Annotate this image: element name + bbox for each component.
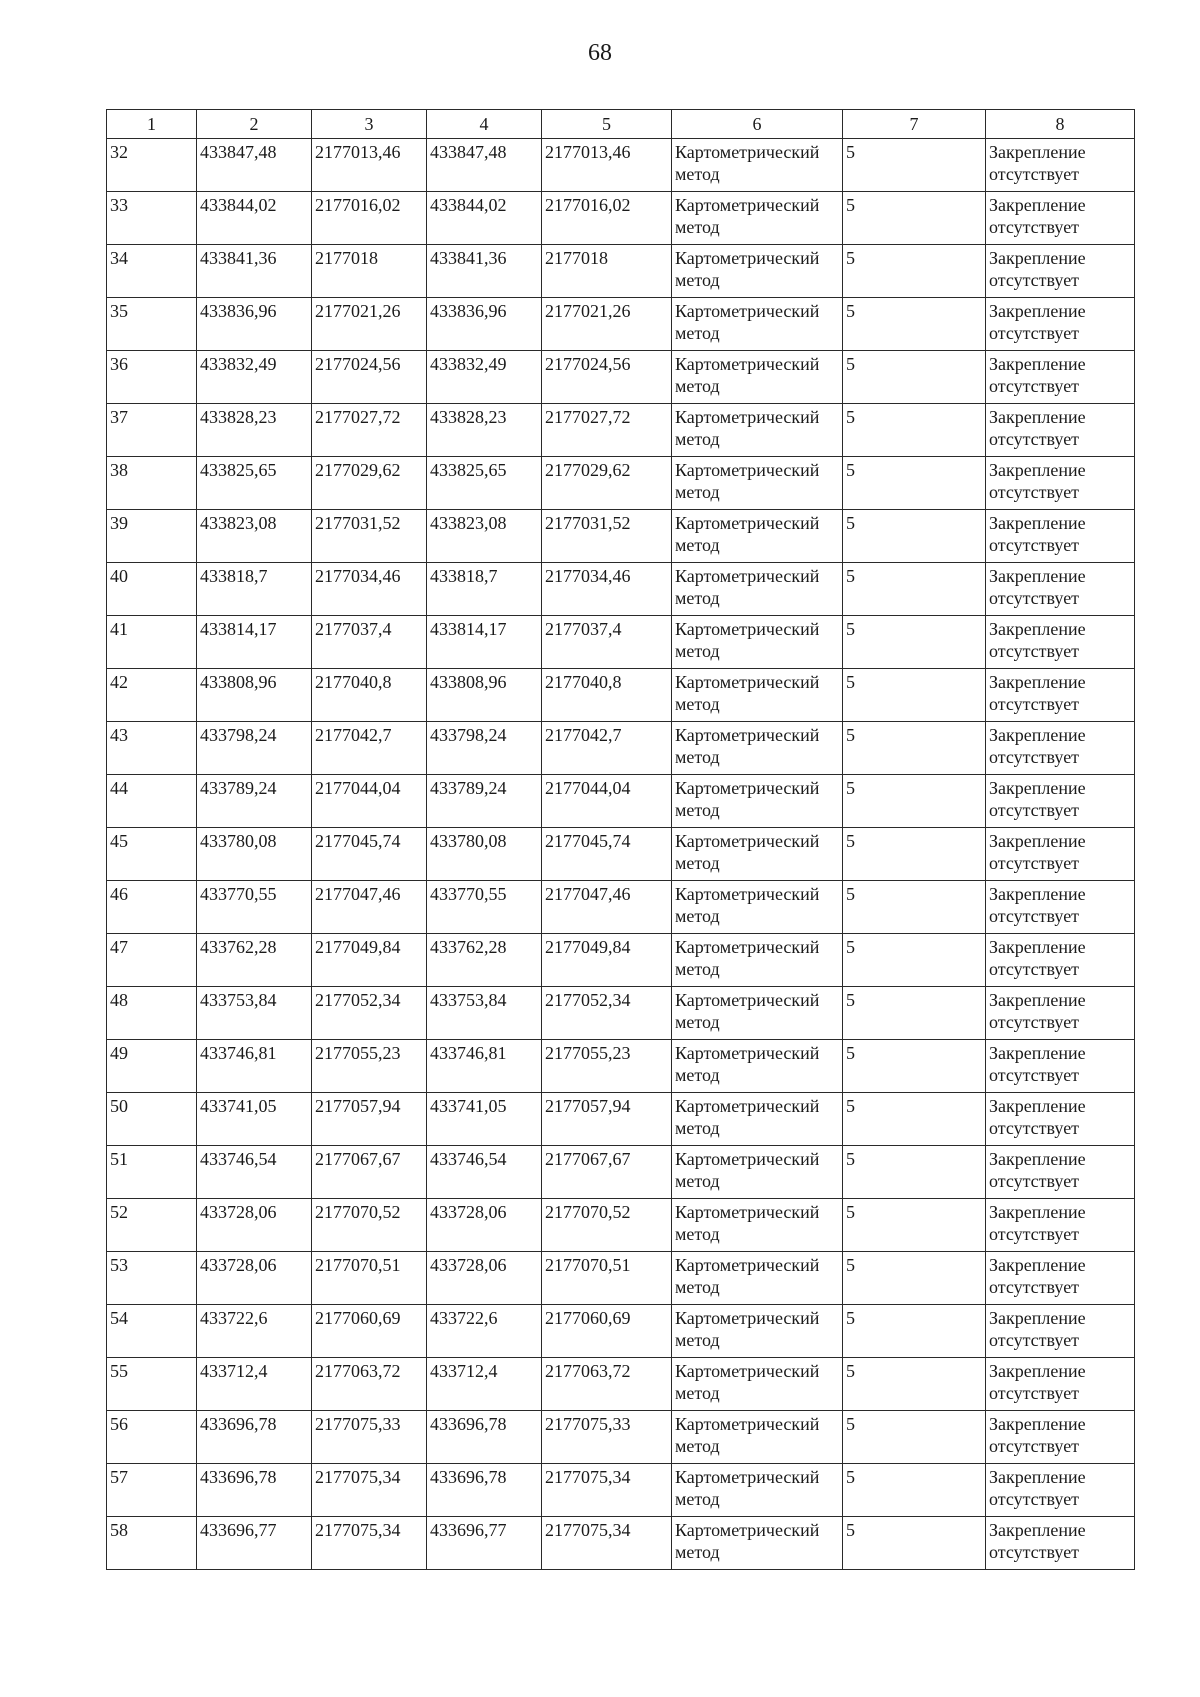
y-coordinate-cell: 2177049,84 [312,934,427,987]
fixation-cell: Закрепление отсутствует [986,139,1135,192]
method-cell: Картометрический метод [672,139,843,192]
method-cell: Картометрический метод [672,192,843,245]
point-number-cell: 32 [107,139,197,192]
y-coordinate-cell: 2177063,72 [312,1358,427,1411]
accuracy-cell: 5 [843,298,986,351]
y-coordinate-alt-cell: 2177045,74 [542,828,672,881]
point-number-cell: 48 [107,987,197,1040]
x-coordinate-cell: 433818,7 [197,563,312,616]
y-coordinate-alt-cell: 2177047,46 [542,881,672,934]
accuracy-cell: 5 [843,881,986,934]
accuracy-cell: 5 [843,1517,986,1570]
y-coordinate-alt-cell: 2177029,62 [542,457,672,510]
accuracy-cell: 5 [843,775,986,828]
fixation-cell: Закрепление отсутствует [986,457,1135,510]
method-cell: Картометрический метод [672,1040,843,1093]
fixation-cell: Закрепление отсутствует [986,1305,1135,1358]
point-number-cell: 57 [107,1464,197,1517]
table-row [107,775,1135,828]
x-coordinate-cell: 433814,17 [197,616,312,669]
x-coordinate-alt-cell: 433832,49 [427,351,542,404]
point-number-cell: 37 [107,404,197,457]
y-coordinate-cell: 2177057,94 [312,1093,427,1146]
table-row [107,1464,1135,1517]
fixation-cell: Закрепление отсутствует [986,1199,1135,1252]
point-number-cell: 39 [107,510,197,563]
table-row [107,1146,1135,1199]
accuracy-cell: 5 [843,1252,986,1305]
y-coordinate-cell: 2177067,67 [312,1146,427,1199]
y-coordinate-cell: 2177052,34 [312,987,427,1040]
point-number-cell: 52 [107,1199,197,1252]
x-coordinate-alt-cell: 433753,84 [427,987,542,1040]
y-coordinate-alt-cell: 2177031,52 [542,510,672,563]
table-row [107,351,1135,404]
y-coordinate-cell: 2177013,46 [312,139,427,192]
table-row [107,457,1135,510]
x-coordinate-cell: 433728,06 [197,1252,312,1305]
accuracy-cell: 5 [843,722,986,775]
x-coordinate-cell: 433823,08 [197,510,312,563]
point-number-cell: 50 [107,1093,197,1146]
accuracy-cell: 5 [843,987,986,1040]
y-coordinate-alt-cell: 2177037,4 [542,616,672,669]
y-coordinate-cell: 2177027,72 [312,404,427,457]
x-coordinate-alt-cell: 433825,65 [427,457,542,510]
x-coordinate-cell: 433746,81 [197,1040,312,1093]
y-coordinate-alt-cell: 2177060,69 [542,1305,672,1358]
fixation-cell: Закрепление отсутствует [986,1252,1135,1305]
x-coordinate-alt-cell: 433696,78 [427,1464,542,1517]
header-col-7: 7 [843,110,986,139]
y-coordinate-alt-cell: 2177055,23 [542,1040,672,1093]
y-coordinate-alt-cell: 2177063,72 [542,1358,672,1411]
x-coordinate-alt-cell: 433844,02 [427,192,542,245]
x-coordinate-cell: 433808,96 [197,669,312,722]
method-cell: Картометрический метод [672,828,843,881]
table-row [107,404,1135,457]
accuracy-cell: 5 [843,139,986,192]
table-row [107,828,1135,881]
y-coordinate-alt-cell: 2177049,84 [542,934,672,987]
table-row [107,669,1135,722]
table-row [107,563,1135,616]
accuracy-cell: 5 [843,510,986,563]
accuracy-cell: 5 [843,669,986,722]
fixation-cell: Закрепление отсутствует [986,510,1135,563]
method-cell: Картометрический метод [672,1146,843,1199]
y-coordinate-alt-cell: 2177034,46 [542,563,672,616]
x-coordinate-alt-cell: 433770,55 [427,881,542,934]
y-coordinate-alt-cell: 2177024,56 [542,351,672,404]
point-number-cell: 49 [107,1040,197,1093]
x-coordinate-cell: 433696,78 [197,1411,312,1464]
point-number-cell: 47 [107,934,197,987]
fixation-cell: Закрепление отсутствует [986,1411,1135,1464]
table-row [107,192,1135,245]
method-cell: Картометрический метод [672,722,843,775]
x-coordinate-alt-cell: 433841,36 [427,245,542,298]
y-coordinate-alt-cell: 2177018 [542,245,672,298]
fixation-cell: Закрепление отсутствует [986,1040,1135,1093]
fixation-cell: Закрепление отсутствует [986,192,1135,245]
x-coordinate-cell: 433825,65 [197,457,312,510]
accuracy-cell: 5 [843,192,986,245]
point-number-cell: 33 [107,192,197,245]
y-coordinate-cell: 2177070,51 [312,1252,427,1305]
method-cell: Картометрический метод [672,1517,843,1570]
y-coordinate-alt-cell: 2177070,51 [542,1252,672,1305]
y-coordinate-cell: 2177060,69 [312,1305,427,1358]
fixation-cell: Закрепление отсутствует [986,351,1135,404]
accuracy-cell: 5 [843,351,986,404]
accuracy-cell: 5 [843,245,986,298]
header-row [107,110,1135,139]
point-number-cell: 38 [107,457,197,510]
y-coordinate-cell: 2177075,34 [312,1517,427,1570]
point-number-cell: 35 [107,298,197,351]
y-coordinate-cell: 2177055,23 [312,1040,427,1093]
x-coordinate-alt-cell: 433798,24 [427,722,542,775]
table-row [107,1252,1135,1305]
method-cell: Картометрический метод [672,616,843,669]
x-coordinate-cell: 433832,49 [197,351,312,404]
method-cell: Картометрический метод [672,934,843,987]
table-row [107,1040,1135,1093]
header-col-6: 6 [672,110,843,139]
fixation-cell: Закрепление отсутствует [986,298,1135,351]
fixation-cell: Закрепление отсутствует [986,1464,1135,1517]
accuracy-cell: 5 [843,1199,986,1252]
table-row [107,510,1135,563]
fixation-cell: Закрепление отсутствует [986,563,1135,616]
x-coordinate-cell: 433847,48 [197,139,312,192]
method-cell: Картометрический метод [672,1252,843,1305]
x-coordinate-cell: 433798,24 [197,722,312,775]
y-coordinate-cell: 2177029,62 [312,457,427,510]
point-number-cell: 43 [107,722,197,775]
x-coordinate-cell: 433696,78 [197,1464,312,1517]
table-row [107,881,1135,934]
x-coordinate-alt-cell: 433746,54 [427,1146,542,1199]
point-number-cell: 54 [107,1305,197,1358]
fixation-cell: Закрепление отсутствует [986,404,1135,457]
page-number: 68 [588,40,612,66]
y-coordinate-alt-cell: 2177016,02 [542,192,672,245]
x-coordinate-alt-cell: 433818,7 [427,563,542,616]
y-coordinate-cell: 2177031,52 [312,510,427,563]
table-row [107,722,1135,775]
fixation-cell: Закрепление отсутствует [986,1517,1135,1570]
x-coordinate-cell: 433828,23 [197,404,312,457]
table-row [107,1093,1135,1146]
accuracy-cell: 5 [843,563,986,616]
x-coordinate-cell: 433762,28 [197,934,312,987]
table-row [107,987,1135,1040]
x-coordinate-cell: 433789,24 [197,775,312,828]
y-coordinate-alt-cell: 2177067,67 [542,1146,672,1199]
point-number-cell: 40 [107,563,197,616]
x-coordinate-alt-cell: 433741,05 [427,1093,542,1146]
point-number-cell: 56 [107,1411,197,1464]
point-number-cell: 51 [107,1146,197,1199]
x-coordinate-cell: 433722,6 [197,1305,312,1358]
fixation-cell: Закрепление отсутствует [986,616,1135,669]
point-number-cell: 34 [107,245,197,298]
header-col-3: 3 [312,110,427,139]
accuracy-cell: 5 [843,1093,986,1146]
accuracy-cell: 5 [843,1146,986,1199]
y-coordinate-alt-cell: 2177021,26 [542,298,672,351]
fixation-cell: Закрепление отсутствует [986,1358,1135,1411]
fixation-cell: Закрепление отсутствует [986,669,1135,722]
fixation-cell: Закрепление отсутствует [986,245,1135,298]
x-coordinate-alt-cell: 433808,96 [427,669,542,722]
fixation-cell: Закрепление отсутствует [986,987,1135,1040]
y-coordinate-cell: 2177044,04 [312,775,427,828]
table-row [107,245,1135,298]
point-number-cell: 45 [107,828,197,881]
accuracy-cell: 5 [843,1040,986,1093]
table-body [107,139,1135,1570]
method-cell: Картометрический метод [672,351,843,404]
method-cell: Картометрический метод [672,669,843,722]
y-coordinate-alt-cell: 2177075,33 [542,1411,672,1464]
point-number-cell: 53 [107,1252,197,1305]
table-row [107,616,1135,669]
x-coordinate-alt-cell: 433836,96 [427,298,542,351]
x-coordinate-alt-cell: 433728,06 [427,1252,542,1305]
method-cell: Картометрический метод [672,404,843,457]
x-coordinate-alt-cell: 433847,48 [427,139,542,192]
accuracy-cell: 5 [843,457,986,510]
point-number-cell: 36 [107,351,197,404]
y-coordinate-cell: 2177037,4 [312,616,427,669]
x-coordinate-cell: 433753,84 [197,987,312,1040]
fixation-cell: Закрепление отсутствует [986,1146,1135,1199]
y-coordinate-alt-cell: 2177013,46 [542,139,672,192]
point-number-cell: 42 [107,669,197,722]
x-coordinate-alt-cell: 433789,24 [427,775,542,828]
x-coordinate-alt-cell: 433696,78 [427,1411,542,1464]
y-coordinate-cell: 2177024,56 [312,351,427,404]
y-coordinate-alt-cell: 2177027,72 [542,404,672,457]
accuracy-cell: 5 [843,934,986,987]
y-coordinate-alt-cell: 2177052,34 [542,987,672,1040]
x-coordinate-alt-cell: 433696,77 [427,1517,542,1570]
table-row [107,139,1135,192]
fixation-cell: Закрепление отсутствует [986,1093,1135,1146]
method-cell: Картометрический метод [672,1093,843,1146]
y-coordinate-cell: 2177075,33 [312,1411,427,1464]
method-cell: Картометрический метод [672,245,843,298]
accuracy-cell: 5 [843,616,986,669]
table-header [107,110,1135,139]
x-coordinate-alt-cell: 433814,17 [427,616,542,669]
method-cell: Картометрический метод [672,1358,843,1411]
y-coordinate-cell: 2177016,02 [312,192,427,245]
x-coordinate-alt-cell: 433828,23 [427,404,542,457]
x-coordinate-alt-cell: 433762,28 [427,934,542,987]
y-coordinate-cell: 2177075,34 [312,1464,427,1517]
table-row [107,1199,1135,1252]
header-col-5: 5 [542,110,672,139]
method-cell: Картометрический метод [672,563,843,616]
accuracy-cell: 5 [843,1411,986,1464]
x-coordinate-cell: 433712,4 [197,1358,312,1411]
method-cell: Картометрический метод [672,775,843,828]
method-cell: Картометрический метод [672,1464,843,1517]
method-cell: Картометрический метод [672,457,843,510]
y-coordinate-cell: 2177045,74 [312,828,427,881]
point-number-cell: 55 [107,1358,197,1411]
y-coordinate-cell: 2177018 [312,245,427,298]
table-row [107,934,1135,987]
x-coordinate-cell: 433746,54 [197,1146,312,1199]
x-coordinate-cell: 433728,06 [197,1199,312,1252]
header-col-8: 8 [986,110,1135,139]
fixation-cell: Закрепление отсутствует [986,881,1135,934]
point-number-cell: 44 [107,775,197,828]
table-row [107,1517,1135,1570]
table-row [107,1411,1135,1464]
fixation-cell: Закрепление отсутствует [986,775,1135,828]
x-coordinate-alt-cell: 433712,4 [427,1358,542,1411]
coordinates-table [106,109,1135,1570]
x-coordinate-cell: 433696,77 [197,1517,312,1570]
method-cell: Картометрический метод [672,987,843,1040]
header-col-2: 2 [197,110,312,139]
x-coordinate-cell: 433844,02 [197,192,312,245]
fixation-cell: Закрепление отсутствует [986,828,1135,881]
y-coordinate-alt-cell: 2177070,52 [542,1199,672,1252]
y-coordinate-alt-cell: 2177044,04 [542,775,672,828]
table-row [107,298,1135,351]
x-coordinate-cell: 433741,05 [197,1093,312,1146]
y-coordinate-alt-cell: 2177057,94 [542,1093,672,1146]
y-coordinate-cell: 2177034,46 [312,563,427,616]
x-coordinate-alt-cell: 433823,08 [427,510,542,563]
fixation-cell: Закрепление отсутствует [986,722,1135,775]
method-cell: Картометрический метод [672,510,843,563]
x-coordinate-cell: 433836,96 [197,298,312,351]
y-coordinate-alt-cell: 2177075,34 [542,1464,672,1517]
x-coordinate-alt-cell: 433728,06 [427,1199,542,1252]
y-coordinate-cell: 2177042,7 [312,722,427,775]
method-cell: Картометрический метод [672,298,843,351]
x-coordinate-alt-cell: 433746,81 [427,1040,542,1093]
y-coordinate-cell: 2177040,8 [312,669,427,722]
header-col-4: 4 [427,110,542,139]
x-coordinate-cell: 433841,36 [197,245,312,298]
y-coordinate-cell: 2177021,26 [312,298,427,351]
method-cell: Картометрический метод [672,881,843,934]
method-cell: Картометрический метод [672,1305,843,1358]
x-coordinate-cell: 433770,55 [197,881,312,934]
table-row [107,1358,1135,1411]
accuracy-cell: 5 [843,1464,986,1517]
x-coordinate-alt-cell: 433780,08 [427,828,542,881]
x-coordinate-alt-cell: 433722,6 [427,1305,542,1358]
method-cell: Картометрический метод [672,1411,843,1464]
x-coordinate-cell: 433780,08 [197,828,312,881]
point-number-cell: 41 [107,616,197,669]
fixation-cell: Закрепление отсутствует [986,934,1135,987]
accuracy-cell: 5 [843,828,986,881]
header-col-1: 1 [107,110,197,139]
table-row [107,1305,1135,1358]
point-number-cell: 46 [107,881,197,934]
y-coordinate-cell: 2177047,46 [312,881,427,934]
y-coordinate-alt-cell: 2177075,34 [542,1517,672,1570]
y-coordinate-alt-cell: 2177042,7 [542,722,672,775]
point-number-cell: 58 [107,1517,197,1570]
accuracy-cell: 5 [843,1358,986,1411]
method-cell: Картометрический метод [672,1199,843,1252]
accuracy-cell: 5 [843,404,986,457]
accuracy-cell: 5 [843,1305,986,1358]
y-coordinate-cell: 2177070,52 [312,1199,427,1252]
y-coordinate-alt-cell: 2177040,8 [542,669,672,722]
